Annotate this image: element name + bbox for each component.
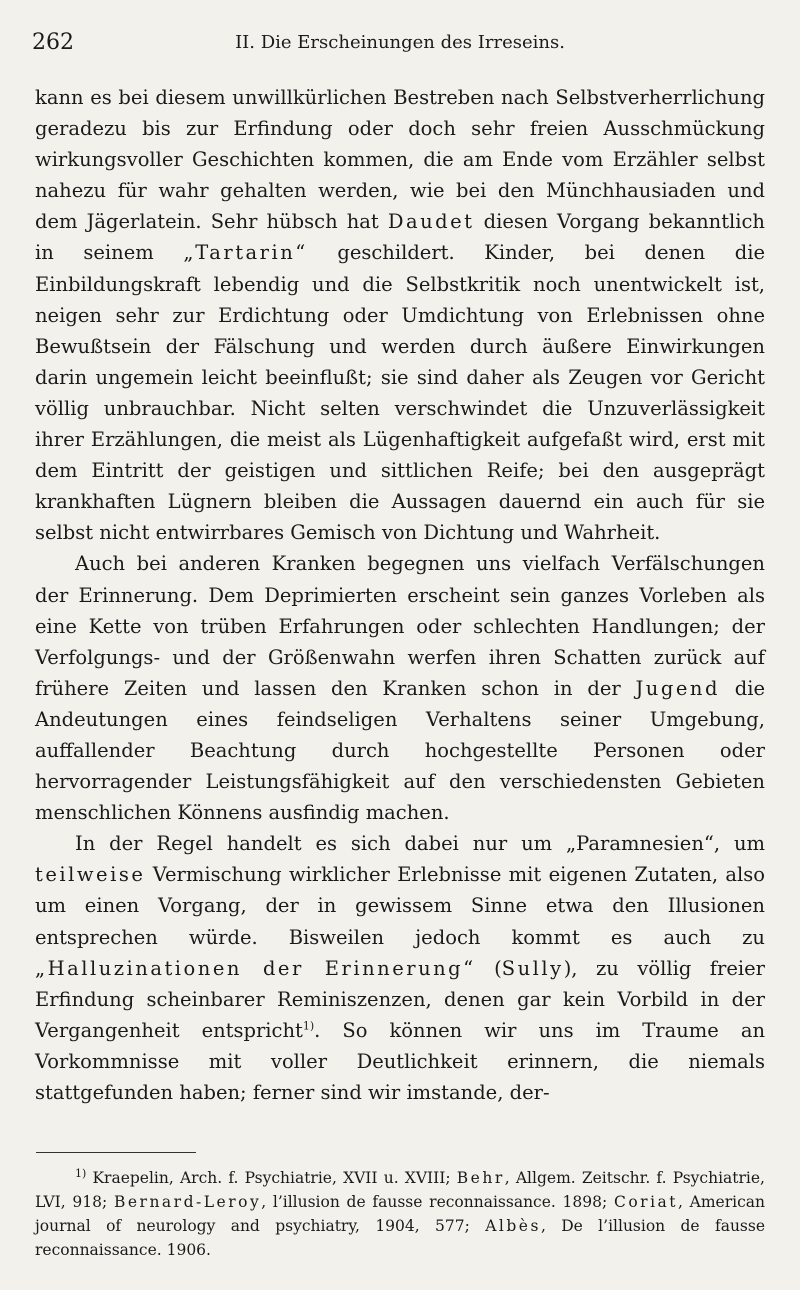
text-run: , Allgem. Zeitschr. f. Psychiatrie, LVI, 918; [35,1169,765,1211]
spaced-name-coriat: Coriat [613,1193,678,1211]
spaced-name-bernard-leroy: Bernard-Leroy [113,1193,262,1211]
paragraph-1 [35,82,765,548]
text-run: In der Regel handelt es sich dabei nur um „Paramnesien“, um [75,832,765,856]
footnote-marker: 1) [75,1166,87,1180]
paragraph-2 [35,548,765,828]
running-head: II. Die Erscheinungen des Irreseins. [235,32,565,53]
spaced-name-daudet: Daudet [387,210,475,234]
spaced-word-teilweise: teilweise [35,863,146,887]
footnote-separator [36,1152,196,1153]
spaced-name-sully: Sully [501,956,564,980]
paragraph-3 [35,828,765,1108]
spaced-name-behr: Behr [456,1169,505,1187]
footnotes [35,1166,765,1262]
text-run: , American journal of neurology and psychiatry, 1904, 577; [35,1193,765,1235]
main-text [35,82,765,1108]
text-run: ( [475,956,502,980]
text-run: kann es bei diesem unwillkürlichen Bestreben nach Selbstverherrlichung geradezu bis zur Erfindung oder doch sehr freien Ausschmückung wirkungsvoller Geschichten kommen, die am Ende vom Erzähler selbst nahezu für wahr gehalten werden, wie bei den Münchhausiaden und dem Jägerlatein. Sehr hübsch hat [35,86,765,234]
page-header [32,30,768,62]
text-run: . So können wir uns im Traume an Vorkommnisse mit voller Deutlichkeit erinnern, die niemals stattgefunden haben; ferner sind wir imstande, der- [35,1018,765,1104]
page-number: 262 [32,30,74,55]
text-run: , De l’illusion de fausse reconnaissance. 1906. [35,1217,766,1259]
text-run: Auch bei anderen Kranken begegnen uns vielfach Verfälschungen der Erinnerung. Dem Deprimierten erscheint sein ganzes Vorleben als eine Kette von trüben Erfahrungen oder schlechten Handlungen; der Verfolgungs- und der Größenwahn werfen ihren Schatten zurück auf frühere Zeiten und lassen den Kranken schon in der [35,552,765,700]
text-run: ), zu völlig freier Erfindung scheinbarer Reminiszenzen, denen gar kein Vorbild in der Vergangenheit entspricht [35,956,765,1042]
text-run: geschildert. Kinder, bei denen die Einbildungskraft lebendig und die Selbstkritik noch unentwickelt ist, neigen sehr zur Erdichtung oder Umdichtung von Erlebnissen ohne Bewußtsein der Fälschung und werden durch äußere Einwirkungen darin ungemein leicht beeinflußt; sie sind daher als Zeugen vor Gericht völlig unbrauchbar. Nicht selten verschwindet die Unzuverlässigkeit ihrer Erzählungen, die meist als Lügenhaftigkeit aufgefaßt wird, erst mit dem Eintritt der geistigen und sittlichen Reife; bei den ausgeprägt krankhaften Lügnern bleiben die Aussagen dauernd ein auch für sie selbst nicht entwirrbares Gemisch von Dichtung und Wahrheit. [35,241,765,545]
spaced-name-albes: Albès [485,1217,541,1235]
text-run: , l’illusion de fausse reconnaissance. 1898; [261,1193,614,1211]
text-run: die Andeutungen eines feindseligen Verhaltens seiner Umgebung, auffallender Beachtung durch hochgestellte Personen oder hervorragender Leistungsfähigkeit auf den verschiedensten Gebieten menschlichen Könnens ausfindig machen. [35,676,765,825]
text-run: Kraepelin, Arch. f. Psychiatrie, XVII u. XVIII; [86,1169,457,1187]
text-run: diesen Vorgang bekanntlich in seinem [35,210,765,265]
footnote-reference[interactable]: 1) [302,1019,315,1033]
text-run: Vermischung wirklicher Erlebnisse mit eigenen Zutaten, also um einen Vorgang, der in gewissem Sinne etwa den Illusionen entsprechen würde. Bisweilen jedoch kommt es auch zu [35,863,765,949]
footnote-1 [35,1166,765,1262]
spaced-phrase-halluzinationen: „Halluzinationen der Erinnerung“ [35,956,476,980]
spaced-word-jugend: Jugend [635,676,720,700]
spaced-title-tartarin: „Tartarin“ [183,241,308,265]
